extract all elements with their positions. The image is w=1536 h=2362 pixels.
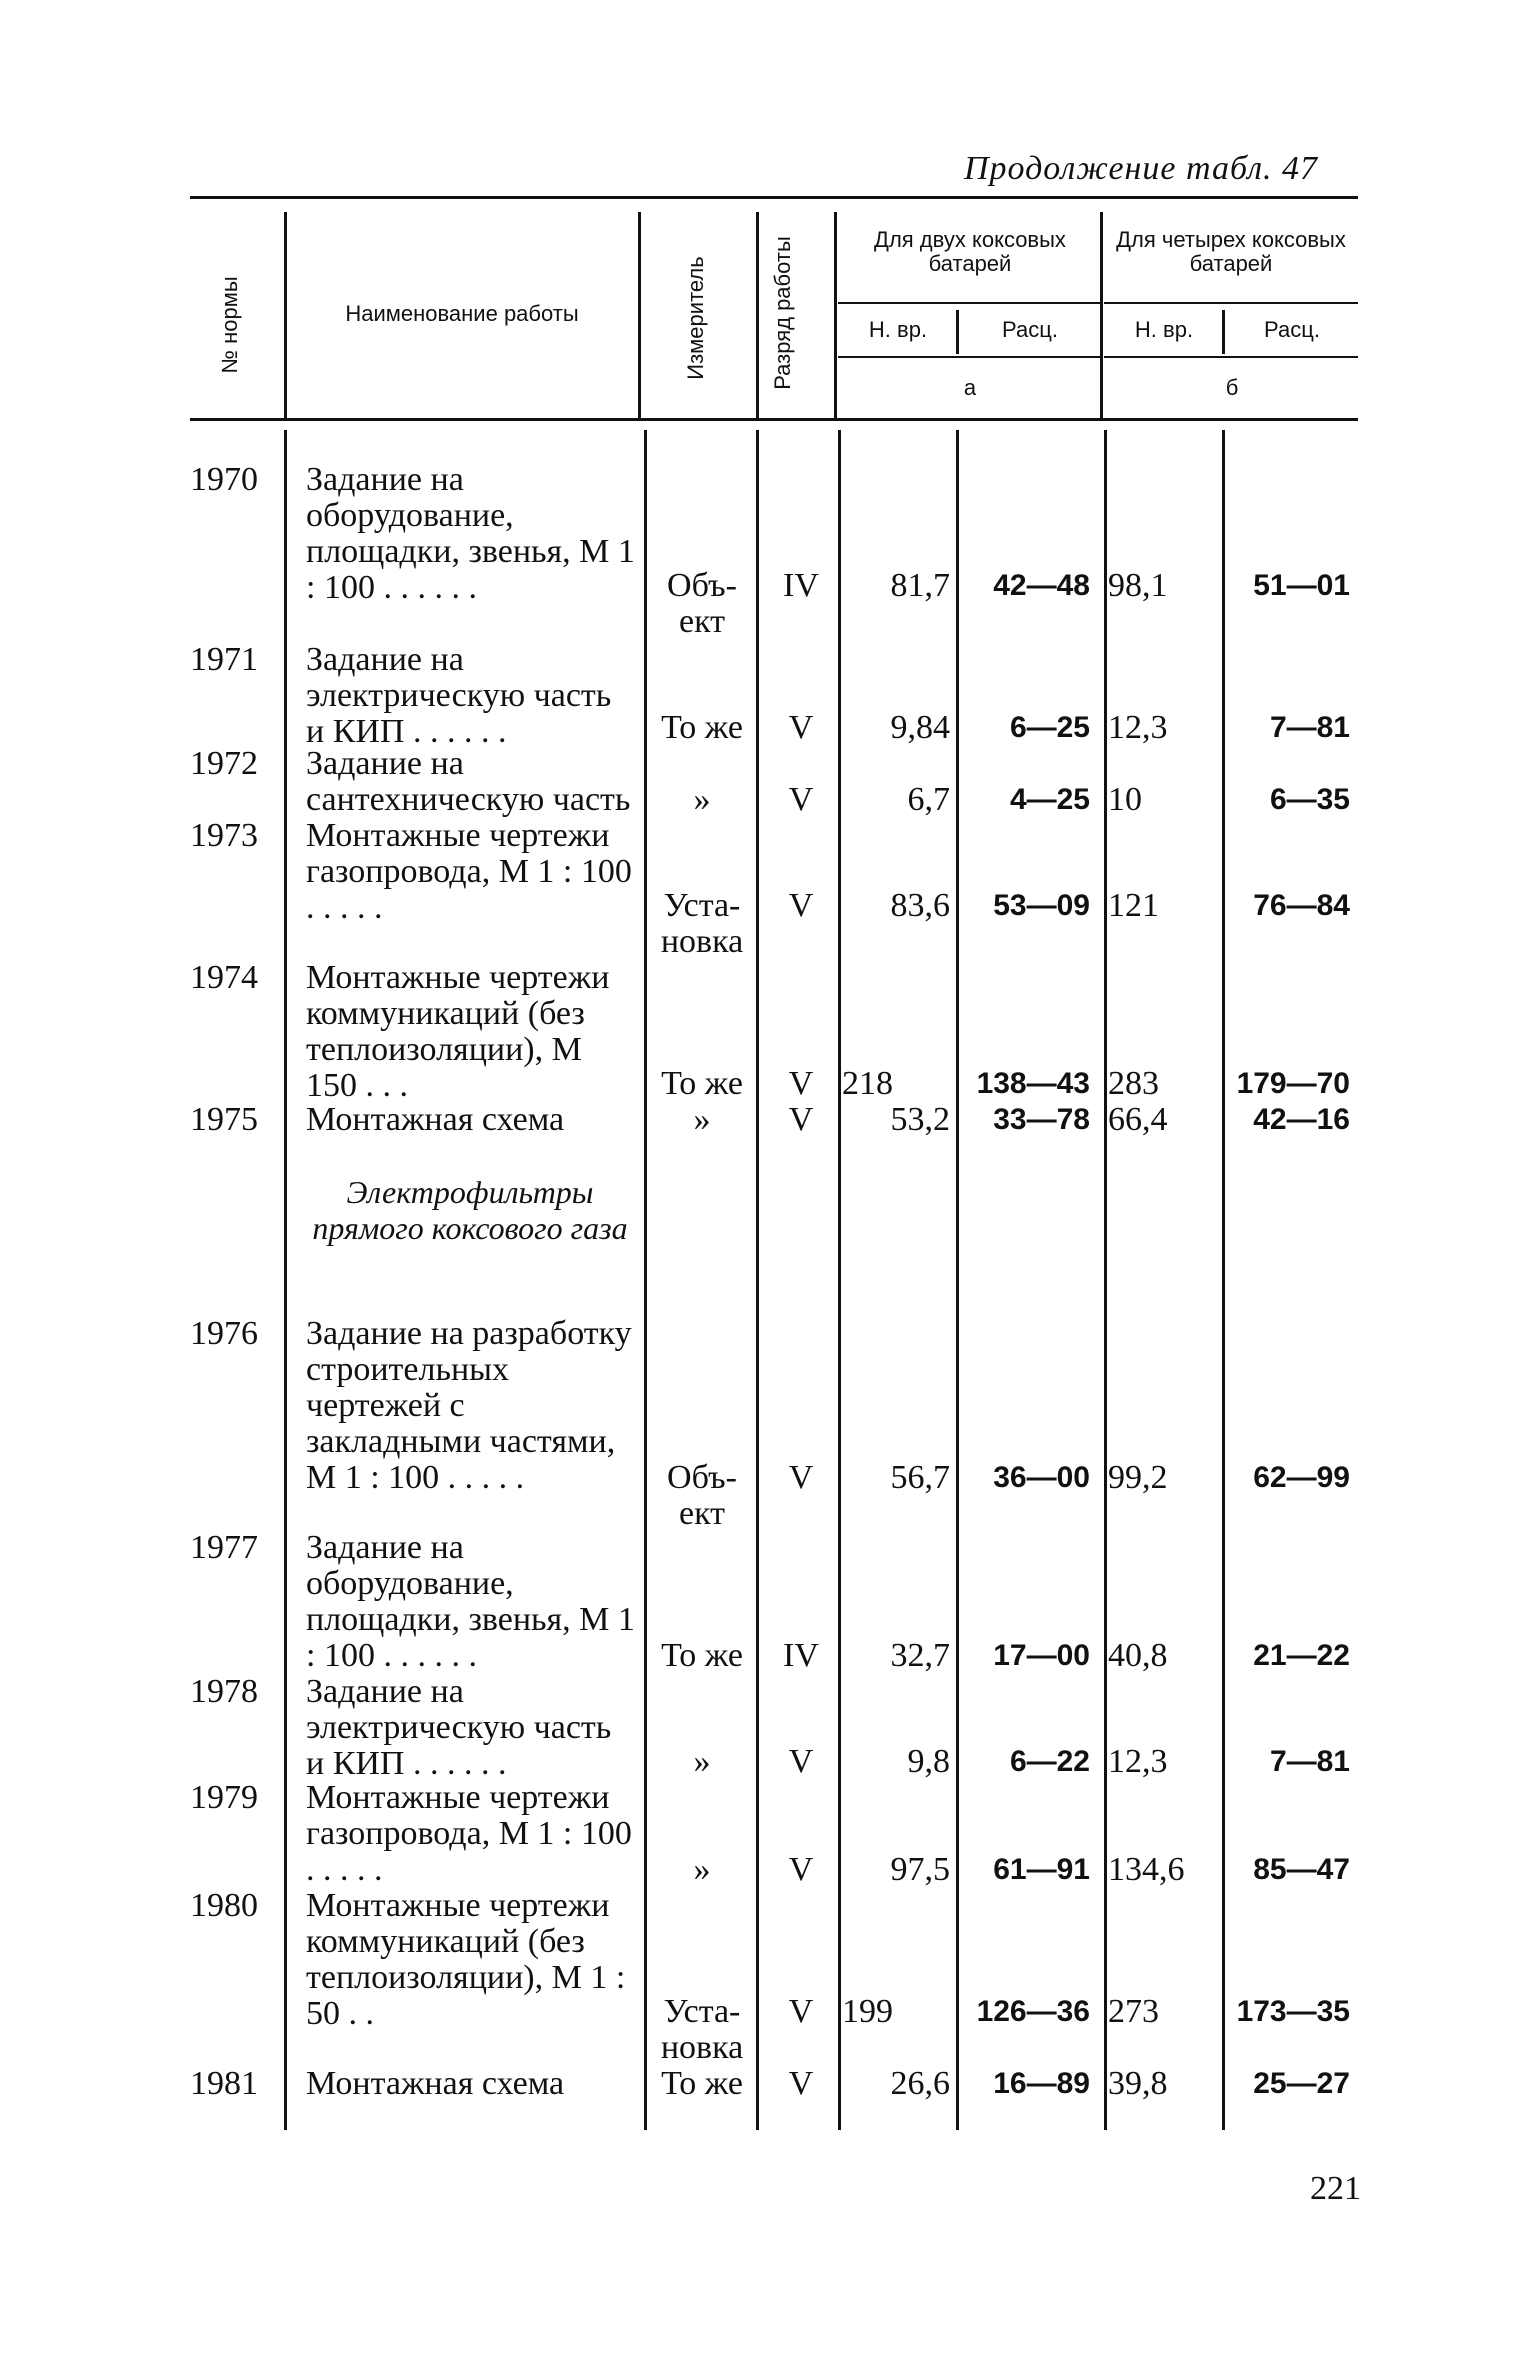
row-meter: » (693, 781, 711, 818)
row-name: Монтажные чертежи газопровода, М 1 : 100 . . . . . (306, 817, 632, 926)
row-name: Монтажная схема (306, 2065, 565, 2102)
header-a-norm: Н. вр. (868, 317, 928, 342)
row-b-norm: 273 (1108, 1993, 1159, 2030)
row-b-rate: 6—35 (1269, 783, 1350, 816)
group-label-rule-a (838, 356, 1100, 358)
row-b-rate: 173—35 (1236, 1995, 1350, 2028)
row-b-rate: 7—81 (1269, 711, 1350, 744)
row-num: 1979 (190, 1779, 258, 1816)
row-meter: То же (661, 709, 743, 746)
row-b-norm: 66,4 (1108, 1101, 1168, 1138)
row-b-norm: 12,3 (1108, 709, 1168, 746)
row-grade: V (788, 887, 814, 924)
header-divider-4 (834, 212, 837, 418)
row-b-norm: 98,1 (1108, 567, 1168, 604)
row-b-norm: 40,8 (1108, 1637, 1168, 1674)
header-b-rate: Расц. (1264, 317, 1320, 342)
row-num: 1980 (190, 1887, 258, 1924)
row-name: Монтажные чертежи коммуникаций (без теплоизоляции), М 150 . . . (306, 959, 610, 1104)
row-name: Монтажная схема (306, 1101, 565, 1138)
row-a-norm: 6,7 (907, 781, 950, 818)
row-grade: V (788, 1993, 814, 2030)
row-a-rate: 138—43 (976, 1067, 1090, 1100)
header-a-label: а (963, 375, 977, 400)
header-meter: Измеритель (683, 256, 708, 380)
continuation-caption: Продолжение табл. 47 (964, 150, 1319, 187)
row-b-norm: 134,6 (1108, 1851, 1185, 1888)
row-name: Монтажные чертежи газопровода, М 1 : 100 . . . . . (306, 1779, 632, 1888)
row-meter: » (693, 1101, 711, 1138)
row-b-rate: 51—01 (1253, 569, 1350, 602)
row-a-norm: 26,6 (890, 2065, 950, 2102)
header-a-rate: Расц. (1002, 317, 1058, 342)
section-heading: Электрофильтры прямого коксового газа (312, 1174, 628, 1246)
body-divider-2 (644, 430, 647, 2130)
row-a-rate: 17—00 (993, 1639, 1090, 1672)
row-a-rate: 33—78 (993, 1103, 1090, 1136)
row-grade: V (788, 2065, 814, 2102)
header-b-norm: Н. вр. (1134, 317, 1194, 342)
row-meter: То же (661, 2065, 743, 2102)
row-grade: IV (783, 567, 819, 604)
body-divider-1 (284, 430, 287, 2130)
row-a-rate: 61—91 (993, 1853, 1090, 1886)
row-name: Монтажные чертежи коммуникаций (без теплоизоляции), М 1 : 50 . . (306, 1887, 626, 2032)
row-a-norm: 56,7 (890, 1459, 950, 1496)
row-meter: Объ-ект (667, 567, 737, 640)
row-grade: V (788, 1065, 814, 1102)
row-a-norm: 9,84 (890, 709, 950, 746)
row-name: Задание на электрическую часть и КИП . . . . . . (306, 641, 612, 750)
row-a-norm: 97,5 (890, 1851, 950, 1888)
row-grade: V (788, 781, 814, 818)
header-grade: Разряд работы (770, 236, 795, 390)
row-a-rate: 42—48 (993, 569, 1090, 602)
row-grade: V (788, 1101, 814, 1138)
row-meter: То же (661, 1637, 743, 1674)
row-grade: V (788, 709, 814, 746)
row-a-norm: 32,7 (890, 1637, 950, 1674)
header-divider-5 (1100, 212, 1103, 418)
row-name: Задание на разработку строительных чертежей с закладными частями, М 1 : 100 . . . . . (306, 1315, 632, 1496)
row-b-norm: 121 (1108, 887, 1159, 924)
row-name: Задание на оборудование, площадки, звенья, М 1 : 100 . . . . . . (306, 461, 635, 606)
header-group-a: Для двух коксовых батарей (874, 227, 1066, 276)
row-meter: » (693, 1851, 711, 1888)
row-b-rate: 7—81 (1269, 1745, 1350, 1778)
row-a-norm: 199 (842, 1993, 893, 2030)
header-divider-6 (956, 310, 959, 354)
row-a-norm: 218 (842, 1065, 893, 1102)
table-top-rule (190, 196, 1358, 199)
row-num: 1975 (190, 1101, 258, 1138)
row-b-rate: 76—84 (1253, 889, 1350, 922)
body-divider-7 (1222, 430, 1225, 2130)
row-num: 1970 (190, 461, 258, 498)
header-divider-3 (756, 212, 759, 418)
row-meter: То же (661, 1065, 743, 1102)
row-a-rate: 4—25 (1009, 783, 1090, 816)
row-num: 1971 (190, 641, 258, 678)
row-meter: Уста-новка (660, 1993, 744, 2066)
row-a-rate: 6—22 (1009, 1745, 1090, 1778)
row-b-norm: 283 (1108, 1065, 1159, 1102)
row-a-norm: 83,6 (890, 887, 950, 924)
row-a-rate: 6—25 (1009, 711, 1090, 744)
header-bottom-rule (190, 418, 1358, 421)
row-grade: V (788, 1743, 814, 1780)
header-divider-1 (284, 212, 287, 418)
row-b-rate: 179—70 (1236, 1067, 1350, 1100)
row-num: 1977 (190, 1529, 258, 1566)
row-grade: V (788, 1459, 814, 1496)
row-name: Задание на электрическую часть и КИП . . . . . . (306, 1673, 612, 1782)
row-b-rate: 85—47 (1253, 1853, 1350, 1886)
row-meter: Объ-ект (667, 1459, 737, 1532)
row-num: 1976 (190, 1315, 258, 1352)
page-number: 221 (1310, 2170, 1361, 2207)
header-group-b: Для четырех коксовых батарей (1116, 227, 1346, 276)
row-num: 1972 (190, 745, 258, 782)
row-b-norm: 39,8 (1108, 2065, 1168, 2102)
header-b-label: б (1225, 375, 1239, 400)
header-name: Наименование работы (345, 301, 579, 326)
row-b-norm: 12,3 (1108, 1743, 1168, 1780)
row-b-rate: 42—16 (1253, 1103, 1350, 1136)
row-b-norm: 99,2 (1108, 1459, 1168, 1496)
row-a-rate: 126—36 (976, 1995, 1090, 2028)
row-a-norm: 53,2 (890, 1101, 950, 1138)
row-a-norm: 9,8 (907, 1743, 950, 1780)
row-a-rate: 53—09 (993, 889, 1090, 922)
row-meter: » (693, 1743, 711, 1780)
row-a-norm: 81,7 (890, 567, 950, 604)
row-b-rate: 25—27 (1253, 2067, 1350, 2100)
group-subheader-rule-a (838, 302, 1100, 304)
row-a-rate: 36—00 (993, 1461, 1090, 1494)
group-subheader-rule-b (1104, 302, 1358, 304)
row-b-rate: 21—22 (1253, 1639, 1350, 1672)
row-grade: IV (783, 1637, 819, 1674)
row-meter: Уста-новка (660, 887, 744, 960)
header-num: № нормы (217, 276, 242, 374)
row-b-rate: 62—99 (1253, 1461, 1350, 1494)
row-b-norm: 10 (1108, 781, 1142, 818)
row-num: 1978 (190, 1673, 258, 1710)
row-num: 1974 (190, 959, 258, 996)
row-a-rate: 16—89 (993, 2067, 1090, 2100)
header-divider-7 (1222, 310, 1225, 354)
body-divider-6 (1104, 430, 1107, 2130)
row-num: 1981 (190, 2065, 258, 2102)
group-label-rule-b (1104, 356, 1358, 358)
body-divider-5 (956, 430, 959, 2130)
header-divider-2 (638, 212, 641, 418)
row-name: Задание на оборудование, площадки, звенья, М 1 : 100 . . . . . . (306, 1529, 635, 1674)
row-grade: V (788, 1851, 814, 1888)
row-num: 1973 (190, 817, 258, 854)
row-name: Задание на сантехническую часть (306, 745, 631, 818)
